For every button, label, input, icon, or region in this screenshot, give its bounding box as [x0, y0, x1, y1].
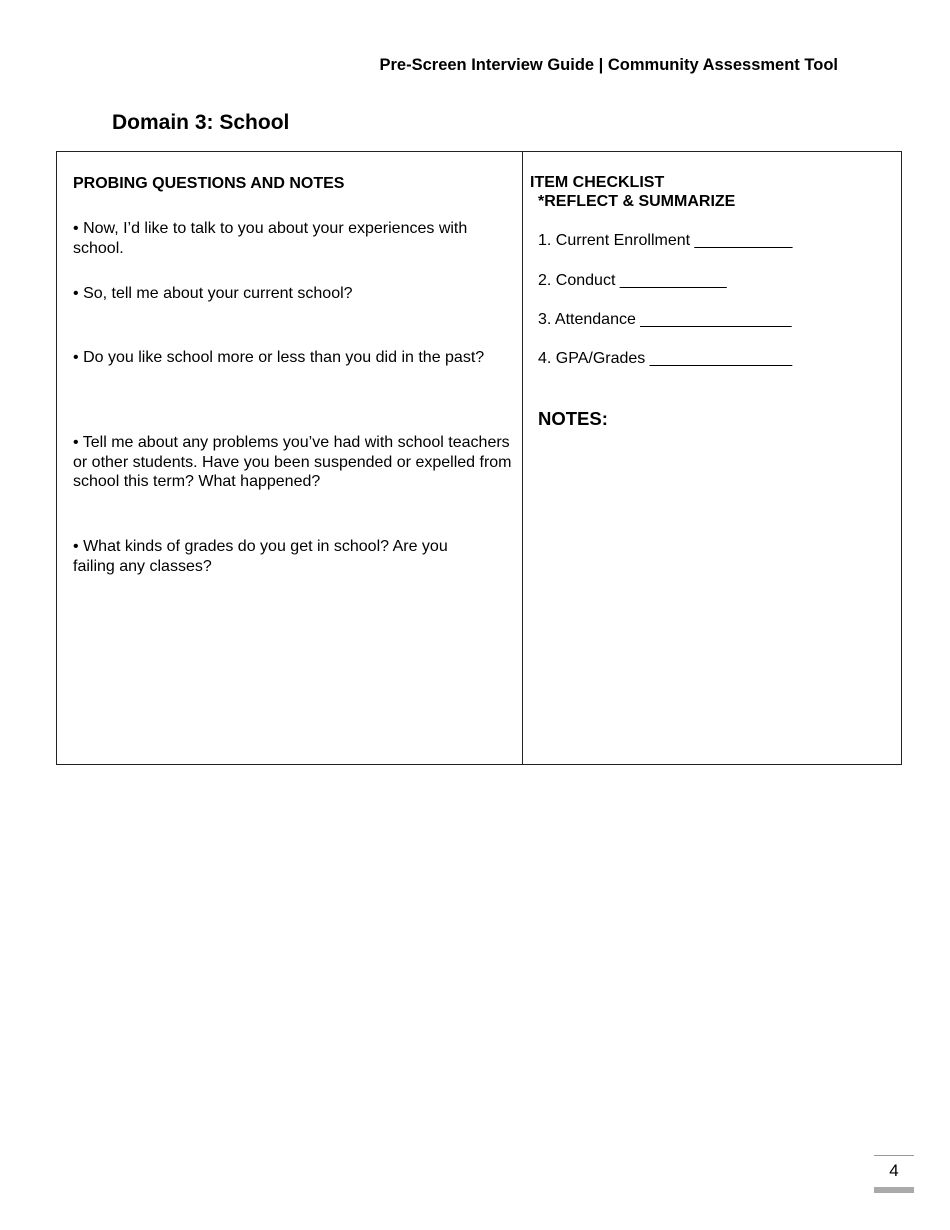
- bullet-icon: •: [73, 434, 79, 451]
- page-number: 4: [874, 1155, 914, 1181]
- question-text: Do you like school more or less than you did in the past?: [83, 349, 485, 366]
- question-item: [73, 433, 515, 492]
- checklist-item-attendance: 3. Attendance _________________: [538, 311, 792, 328]
- notes-heading: NOTES:: [538, 408, 608, 429]
- page-number-bar: [874, 1187, 914, 1193]
- column-divider: [522, 152, 523, 764]
- bullet-icon: •: [73, 349, 79, 366]
- item-checklist-heading: ITEM CHECKLIST: [530, 174, 665, 191]
- question-text: Tell me about any problems you’ve had with school teachers or other students. Have you been suspended or expelled from school this term? What happened?: [73, 434, 512, 490]
- domain-title: Domain 3: School: [112, 111, 290, 134]
- question-text: Now, I’d like to talk to you about your experiences with school.: [73, 220, 468, 257]
- probing-questions-heading: PROBING QUESTIONS AND NOTES: [73, 175, 345, 192]
- checklist-item-enrollment: 1. Current Enrollment ___________: [538, 232, 793, 249]
- checklist-item-grades: 4. GPA/Grades ________________: [538, 350, 793, 367]
- bullet-icon: •: [73, 285, 79, 302]
- question-item: [73, 219, 513, 258]
- question-item: [73, 348, 513, 368]
- question-text: So, tell me about your current school?: [83, 285, 353, 302]
- running-header: Pre-Screen Interview Guide | Community Assessment Tool: [379, 56, 838, 74]
- bullet-icon: •: [73, 538, 79, 555]
- question-item: [73, 284, 513, 304]
- bullet-icon: •: [73, 220, 79, 237]
- question-item: [73, 537, 493, 576]
- question-text: What kinds of grades do you get in school? Are you failing any classes?: [73, 538, 448, 575]
- interview-guide-table: [56, 151, 902, 765]
- checklist-item-conduct: 2. Conduct ____________: [538, 272, 727, 289]
- reflect-summarize-subheading: *REFLECT & SUMMARIZE: [538, 193, 736, 210]
